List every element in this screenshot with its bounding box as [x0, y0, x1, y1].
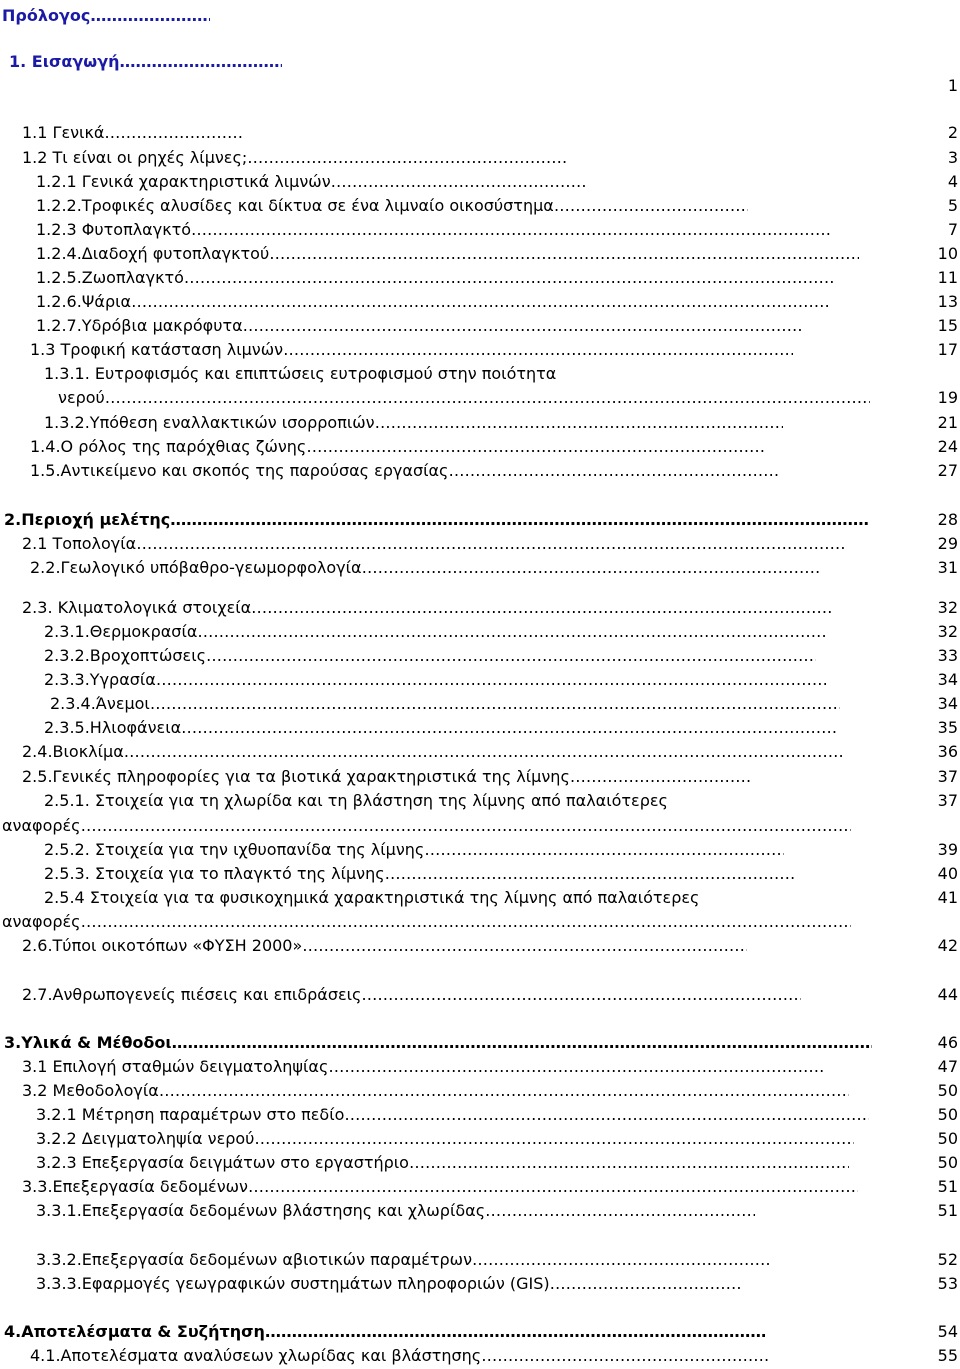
- toc-title: 3.3.1.Επεξεργασία δεδομένων βλάστησης και χλωρίδας: [36, 1201, 486, 1220]
- leader-dots: [251, 598, 831, 618]
- toc-title: 2.6.Τύποι οικοτόπων «ΦΥΣΗ 2000»: [22, 936, 303, 955]
- toc-entry[interactable]: [36, 1201, 755, 1221]
- leader-dots: [170, 510, 870, 530]
- leader-dots: [247, 148, 567, 168]
- toc-title: 1.2.4.Διαδοχή φυτοπλαγκτού: [36, 244, 270, 263]
- toc-entry[interactable]: [2, 6, 210, 26]
- toc-entry[interactable]: [36, 1105, 869, 1125]
- toc-entry[interactable]: [36, 196, 748, 216]
- toc-title: 1.2.5.Ζωοπλαγκτό: [36, 268, 184, 287]
- toc-title: 1.2.2.Τροφικές αλυσίδες και δίκτυα σε ένα λιμναίο οικοσύστημα: [36, 196, 554, 215]
- page-number: 37: [937, 791, 958, 810]
- leader-dots: [124, 742, 844, 762]
- leader-dots: [136, 534, 846, 554]
- toc-entry[interactable]: [4, 510, 870, 530]
- toc-entry[interactable]: [30, 340, 793, 360]
- leader-dots: [248, 1177, 858, 1197]
- toc-entry[interactable]: [22, 123, 244, 143]
- page-number: 41: [937, 888, 958, 907]
- toc-title-continuation: αναφορές: [2, 816, 81, 835]
- leader-dots: [120, 52, 282, 72]
- leader-dots: [485, 1201, 755, 1221]
- page-number: 4: [947, 172, 958, 191]
- page-number: 37: [937, 767, 958, 786]
- toc-title: 4.1.Αποτελέσματα αναλύσεων χλωρίδας και βλάστησης: [30, 1346, 482, 1365]
- leader-dots: [150, 694, 840, 714]
- page-number: 21: [937, 413, 958, 432]
- toc-entry[interactable]: [22, 1081, 849, 1101]
- toc-entry[interactable]: [36, 1153, 849, 1173]
- page-number: 51: [937, 1201, 958, 1220]
- page-number: 50: [937, 1081, 958, 1100]
- leader-dots: [90, 6, 210, 26]
- toc-title: 1.3.2.Υπόθεση εναλλακτικών ισορροπιών: [44, 413, 375, 432]
- page-number: 3: [947, 148, 958, 167]
- leader-dots: [328, 1057, 823, 1077]
- page-number: 31: [937, 558, 958, 577]
- leader-dots: [181, 718, 836, 738]
- page-number: 7: [947, 220, 958, 239]
- leader-dots: [385, 864, 795, 884]
- toc-entry[interactable]: [36, 268, 834, 288]
- leader-dots: [159, 1081, 849, 1101]
- leader-dots: [283, 340, 793, 360]
- toc-entry-continuation[interactable]: [58, 388, 870, 408]
- page-number: 15: [937, 316, 958, 335]
- page-number: 39: [937, 840, 958, 859]
- toc-title: 2.3.3.Υγρασία: [44, 670, 156, 689]
- toc-entry[interactable]: [36, 172, 586, 192]
- page-number: 24: [937, 437, 958, 456]
- toc-title: 2.3.4.Άνεμοι: [50, 694, 150, 713]
- toc-entry-continuation[interactable]: [2, 912, 851, 932]
- page-number: 50: [937, 1105, 958, 1124]
- toc-title: 2.5.4 Στοιχεία για τα φυσικοχημικά χαρακτηριστικά της λίμνης από παλαιότερες: [44, 888, 700, 907]
- toc-title: 2.5.3. Στοιχεία για το πλαγκτό της λίμνης: [44, 864, 385, 883]
- toc-entry[interactable]: [44, 864, 795, 884]
- toc-title: 1.4.Ο ρόλος της παρόχθιας ζώνης: [30, 437, 307, 456]
- toc-title: 1.5.Αντικείμενο και σκοπός της παρούσας εργασίας: [30, 461, 449, 480]
- toc-entry[interactable]: [44, 622, 827, 642]
- page-number: 42: [937, 936, 958, 955]
- toc-entry[interactable]: [44, 413, 783, 433]
- leader-dots: [306, 437, 766, 457]
- toc-entry[interactable]: [9, 52, 282, 72]
- leader-dots: [81, 816, 851, 836]
- page-number: 11: [937, 268, 958, 287]
- toc-title: 3.Υλικά & Μέθοδοι: [4, 1033, 172, 1052]
- leader-dots: [206, 646, 816, 666]
- page-number: 55: [937, 1346, 958, 1365]
- leader-dots: [554, 196, 748, 216]
- toc-entry[interactable]: [44, 791, 668, 811]
- page-number: 50: [937, 1129, 958, 1148]
- toc-title: 2.4.Βιοκλίμα: [22, 742, 124, 761]
- toc-title: 1.3 Τροφική κατάσταση λιμνών: [30, 340, 284, 359]
- toc-entry[interactable]: [30, 461, 778, 481]
- toc-entry[interactable]: [22, 148, 567, 168]
- toc-title: 2.3.1.Θερμοκρασία: [44, 622, 198, 641]
- toc-title: 3.3.2.Επεξεργασία δεδομένων αβιοτικών παραμέτρων: [36, 1250, 473, 1269]
- toc-title: 1.2.1 Γενικά χαρακτηριστικά λιμνών: [36, 172, 331, 191]
- leader-dots: [172, 1033, 872, 1053]
- toc-title: 1.2.6.Ψάρια: [36, 292, 132, 311]
- toc-entry[interactable]: [22, 534, 846, 554]
- leader-dots: [105, 388, 870, 408]
- toc-entry[interactable]: [22, 1057, 823, 1077]
- toc-entry[interactable]: [44, 670, 826, 690]
- page-number: 46: [937, 1033, 958, 1052]
- toc-title: 3.2.2 Δειγματοληψία νερού: [36, 1129, 255, 1148]
- page-number: 35: [937, 718, 958, 737]
- leader-dots: [362, 558, 822, 578]
- page-number: 40: [937, 864, 958, 883]
- page-number: 13: [937, 292, 958, 311]
- toc-entry[interactable]: [22, 985, 801, 1005]
- toc-title: 1.2 Τι είναι οι ρηχές λίμνες;: [22, 148, 248, 167]
- page-number: 29: [937, 534, 958, 553]
- leader-dots: [156, 670, 826, 690]
- page-number: 5: [947, 196, 958, 215]
- toc-entry[interactable]: [30, 558, 822, 578]
- page-number: 10: [937, 244, 958, 263]
- page-number: 19: [937, 388, 958, 407]
- leader-dots: [361, 985, 801, 1005]
- toc-entry[interactable]: [30, 437, 766, 457]
- toc-title: 2.3. Κλιματολογικά στοιχεία: [22, 598, 252, 617]
- toc-entry[interactable]: [36, 244, 859, 264]
- page-number: 28: [937, 510, 958, 529]
- leader-dots: [331, 172, 586, 192]
- toc-entry[interactable]: [44, 646, 816, 666]
- toc-title: 2.1 Τοπολογία: [22, 534, 137, 553]
- toc-entry[interactable]: [36, 1274, 740, 1294]
- toc-title: 3.3.Επεξεργασία δεδομένων: [22, 1177, 248, 1196]
- page-number: 54: [937, 1322, 958, 1341]
- leader-dots: [184, 268, 834, 288]
- leader-dots: [191, 220, 831, 240]
- toc-title: 3.2.1 Μέτρηση παραμέτρων στο πεδίο: [36, 1105, 345, 1124]
- toc-title: 1. Εισαγωγή: [9, 52, 120, 71]
- toc-title: Πρόλογος: [2, 6, 91, 25]
- leader-dots: [570, 767, 752, 787]
- toc-entry[interactable]: [50, 694, 840, 714]
- leader-dots: [243, 316, 803, 336]
- page-number: 34: [937, 694, 958, 713]
- toc-title: 1.1 Γενικά: [22, 123, 105, 142]
- leader-dots: [424, 840, 784, 860]
- page-number: 53: [937, 1274, 958, 1293]
- toc-entry[interactable]: [22, 598, 831, 618]
- page-number: 32: [937, 598, 958, 617]
- toc-title: 2.5.1. Στοιχεία για τη χλωρίδα και τη βλάστηση της λίμνης από παλαιότερες: [44, 791, 668, 810]
- toc-title: 3.2.3 Επεξεργασία δειγμάτων στο εργαστήριο: [36, 1153, 409, 1172]
- leader-dots: [409, 1153, 849, 1173]
- leader-dots: [550, 1274, 740, 1294]
- page-number: 32: [937, 622, 958, 641]
- leader-dots: [375, 413, 783, 433]
- toc-title: 2.3.5.Ηλιοφάνεια: [44, 718, 182, 737]
- leader-dots: [472, 1250, 772, 1270]
- page-number: 34: [937, 670, 958, 689]
- toc-entry[interactable]: [44, 840, 784, 860]
- toc-entry[interactable]: [36, 292, 831, 312]
- leader-dots: [302, 936, 747, 956]
- toc-entry[interactable]: [44, 718, 836, 738]
- page-number: 44: [937, 985, 958, 1004]
- page-number: 2: [947, 123, 958, 142]
- toc-entry[interactable]: [44, 364, 556, 384]
- page-number: 52: [937, 1250, 958, 1269]
- toc-title: 2.Περιοχή μελέτης: [4, 510, 171, 529]
- toc-title: 2.5.Γενικές πληροφορίες για τα βιοτικά χαρακτηριστικά της λίμνης: [22, 767, 570, 786]
- toc-title-continuation: αναφορές: [2, 912, 81, 931]
- page-number: 51: [937, 1177, 958, 1196]
- toc-entry[interactable]: [22, 767, 752, 787]
- toc-entry[interactable]: [44, 888, 699, 908]
- leader-dots: [344, 1105, 869, 1125]
- page-number: 33: [937, 646, 958, 665]
- toc-title: 2.5.2. Στοιχεία για την ιχθυοπανίδα της λίμνης: [44, 840, 425, 859]
- toc-title: 4.Αποτελέσματα & Συζήτηση: [4, 1322, 265, 1341]
- toc-entry[interactable]: [22, 936, 747, 956]
- page-number: 50: [937, 1153, 958, 1172]
- toc-title: 1.3.1. Ευτροφισμός και επιπτώσεις ευτροφισμού στην ποιότητα: [44, 364, 557, 383]
- page-number: 1: [947, 76, 958, 95]
- leader-dots: [131, 292, 831, 312]
- toc-title-continuation: νερού: [58, 388, 105, 407]
- toc-entry[interactable]: [30, 1346, 771, 1366]
- page-number: 47: [937, 1057, 958, 1076]
- toc-title: 2.2.Γεωλογικό υπόβαθρο-γεωμορφολογία: [30, 558, 362, 577]
- toc-title: 1.2.3 Φυτοπλαγκτό: [36, 220, 192, 239]
- toc-entry[interactable]: [36, 1129, 854, 1149]
- toc-entry[interactable]: [36, 1250, 772, 1270]
- toc-title: 2.3.2.Βροχοπτώσεις: [44, 646, 207, 665]
- toc-entry[interactable]: [22, 1177, 858, 1197]
- toc-entry-continuation[interactable]: [2, 816, 851, 836]
- toc-entry[interactable]: [4, 1033, 872, 1053]
- leader-dots: [254, 1129, 854, 1149]
- toc-entry[interactable]: [4, 1322, 765, 1342]
- leader-dots: [265, 1322, 765, 1342]
- leader-dots: [448, 461, 778, 481]
- leader-dots: [104, 123, 244, 143]
- toc-entry[interactable]: [22, 742, 844, 762]
- toc-title: 3.3.3.Εφαρμογές γεωγραφικών συστημάτων πληροφοριών (GIS): [36, 1274, 550, 1293]
- toc-title: 2.7.Ανθρωπογενείς πιέσεις και επιδράσεις: [22, 985, 362, 1004]
- toc-entry[interactable]: [36, 316, 803, 336]
- leader-dots: [481, 1346, 771, 1366]
- toc-title: 1.2.7.Υδρόβια μακρόφυτα: [36, 316, 243, 335]
- page-number: 36: [937, 742, 958, 761]
- toc-title: 3.1 Επιλογή σταθμών δειγματοληψίας: [22, 1057, 329, 1076]
- toc-entry[interactable]: [36, 220, 831, 240]
- leader-dots: [197, 622, 827, 642]
- page-number: 17: [937, 340, 958, 359]
- page-number: 27: [937, 461, 958, 480]
- toc-title: 3.2 Μεθοδολογία: [22, 1081, 159, 1100]
- leader-dots: [81, 912, 851, 932]
- leader-dots: [269, 244, 859, 264]
